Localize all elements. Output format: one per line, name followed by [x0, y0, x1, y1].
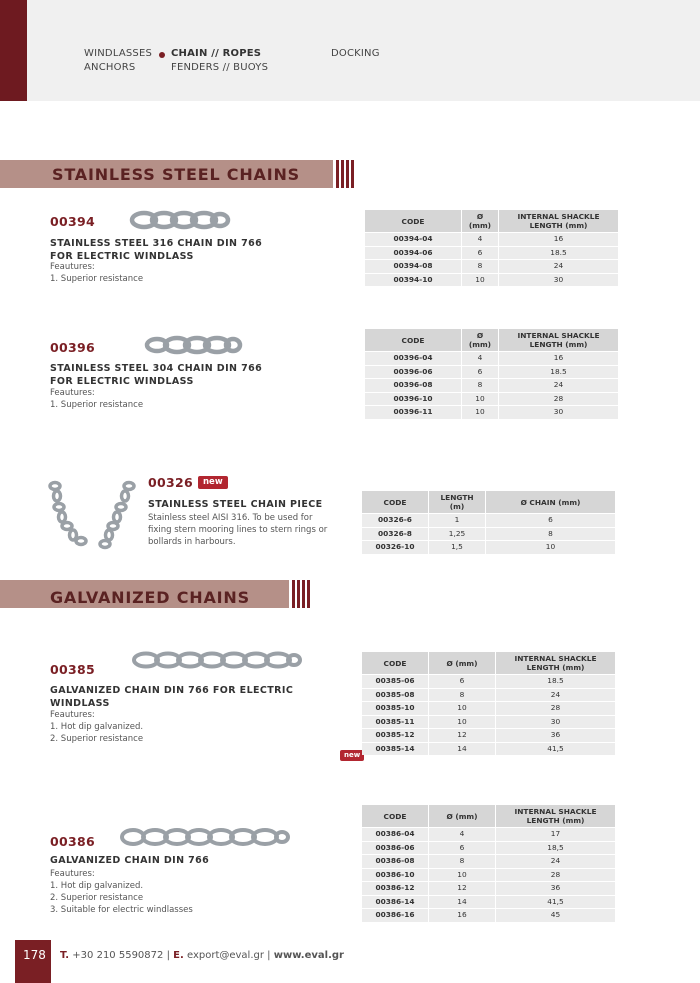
features-label: Feautures:	[50, 710, 95, 720]
description-line: bollards in harbours.	[148, 537, 236, 547]
title-line-2: WINDLASS	[50, 697, 110, 709]
feature-item: 1. Superior resistance	[50, 400, 144, 410]
feature-item: 2. Superior resistance	[50, 893, 144, 903]
cell-length: 30	[499, 274, 618, 287]
section-title-stainless: STAINLESS STEEL CHAINS	[52, 165, 300, 184]
cell-length: 24	[499, 260, 618, 273]
feature-item: 1. Hot dip galvanized.	[50, 881, 144, 891]
col-diameter: Ø (mm)	[429, 652, 495, 674]
cell-length: 16	[499, 233, 618, 246]
cell-length: 30	[499, 406, 618, 419]
table-row	[362, 882, 615, 895]
section-stripes	[336, 160, 354, 188]
cell-diameter: 10	[462, 274, 498, 287]
cell-code: 00396-06	[365, 366, 461, 379]
table-row	[362, 896, 615, 909]
chain-image-00386	[120, 824, 290, 850]
product-code-00386: 00386	[50, 834, 95, 849]
product-title-00396	[50, 363, 262, 388]
cell-code: 00385-10	[362, 702, 428, 715]
col-code: CODE	[362, 652, 428, 674]
title-line-2: FOR ELECTRIC WINDLASS	[50, 250, 194, 262]
cell-code: 00326-10	[362, 541, 428, 554]
nav-windlasses[interactable]: WINDLASSES	[84, 48, 153, 59]
col-shackle-length: INTERNAL SHACKLE LENGTH (mm)	[496, 652, 615, 674]
new-badge: new	[198, 476, 228, 489]
table-row	[362, 514, 615, 527]
chain-image-00394	[130, 207, 230, 233]
cell-length: 1,25	[429, 528, 485, 541]
table-row	[365, 260, 618, 273]
phone-number[interactable]: +30 210 5590872	[72, 950, 164, 961]
col-shackle-length: INTERNAL SHACKLE LENGTH (mm)	[499, 210, 618, 232]
cell-length: 24	[496, 855, 615, 868]
cell-length: 24	[499, 379, 618, 392]
table-row	[362, 855, 615, 868]
title-line-1: STAINLESS STEEL 316 CHAIN DIN 766	[50, 238, 263, 249]
features-label: Feautures:	[50, 869, 95, 879]
col-code: CODE	[365, 329, 461, 351]
cell-diameter: 10	[462, 393, 498, 406]
cell-length: 17	[496, 828, 615, 841]
features-label: Feautures:	[50, 262, 95, 272]
table-row	[362, 828, 615, 841]
cell-code: 00385-12	[362, 729, 428, 742]
spec-table-00385	[361, 651, 616, 756]
cell-diameter: 14	[429, 743, 495, 756]
table-row	[362, 702, 615, 715]
email-link[interactable]: export@eval.gr	[186, 950, 264, 961]
cell-diameter: 12	[429, 882, 495, 895]
cell-length: 1,5	[429, 541, 485, 554]
product-code-00396: 00396	[50, 340, 95, 355]
product-code-00385: 00385	[50, 662, 95, 677]
feature-item: 2. Superior resistance	[50, 734, 144, 744]
col-code: CODE	[362, 805, 428, 827]
cell-code: 00386-10	[362, 869, 428, 882]
cell-code: 00386-12	[362, 882, 428, 895]
page-number-block	[15, 940, 51, 983]
page-number: 178	[23, 948, 46, 962]
description-line: Stainless steel AISI 316. To be used for	[148, 513, 313, 523]
website-link[interactable]: www.eval.gr	[273, 950, 344, 961]
table-header-row	[362, 491, 615, 513]
cell-code: 00396-08	[365, 379, 461, 392]
cell-length: 18.5	[499, 247, 618, 260]
cell-code: 00396-04	[365, 352, 461, 365]
cell-length: 36	[496, 729, 615, 742]
cell-code: 00386-06	[362, 842, 428, 855]
product-title-00386: GALVANIZED CHAIN DIN 766	[50, 855, 210, 866]
cell-code: 00386-08	[362, 855, 428, 868]
cell-diameter: 4	[462, 233, 498, 246]
cell-code: 00394-10	[365, 274, 461, 287]
cell-code: 00386-16	[362, 909, 428, 922]
product-features-00385	[50, 709, 143, 745]
table-header-row	[362, 805, 615, 827]
cell-diameter: 8	[462, 260, 498, 273]
footer-contact	[60, 950, 344, 961]
title-line-2: FOR ELECTRIC WINDLASS	[50, 375, 194, 387]
table-row	[365, 406, 618, 419]
table-row	[365, 247, 618, 260]
table-row	[362, 541, 615, 554]
col-chain-diameter: Ø CHAIN (mm)	[486, 491, 615, 513]
cell-code: 00396-11	[365, 406, 461, 419]
product-code-00394: 00394	[50, 214, 95, 229]
col-code: CODE	[365, 210, 461, 232]
spec-table-00394	[364, 209, 619, 287]
spec-table-00396	[364, 328, 619, 420]
email-label: E.	[173, 950, 184, 961]
cell-diameter: 6	[486, 514, 615, 527]
active-nav-dot	[159, 52, 165, 58]
cell-length: 41,5	[496, 743, 615, 756]
table-row	[365, 274, 618, 287]
col-shackle-length: INTERNAL SHACKLE LENGTH (mm)	[499, 329, 618, 351]
table-row	[362, 689, 615, 702]
product-title-00394	[50, 238, 262, 263]
chain-piece-image-00326	[45, 478, 140, 553]
table-row	[362, 528, 615, 541]
table-row	[362, 909, 615, 922]
product-title-00385	[50, 685, 293, 710]
cell-diameter: 10	[429, 716, 495, 729]
table-header-row	[365, 329, 618, 351]
cell-length: 24	[496, 689, 615, 702]
table-row	[365, 352, 618, 365]
title-line-1: STAINLESS STEEL 304 CHAIN DIN 766	[50, 363, 263, 374]
cell-diameter: 6	[429, 842, 495, 855]
cell-diameter: 8	[462, 379, 498, 392]
cell-code: 00385-11	[362, 716, 428, 729]
cell-diameter: 8	[486, 528, 615, 541]
product-features-00396	[50, 387, 143, 411]
cell-diameter: 8	[429, 855, 495, 868]
col-diameter: Ø (mm)	[429, 805, 495, 827]
chain-image-00396	[145, 332, 240, 358]
cell-code: 00385-06	[362, 675, 428, 688]
cell-diameter: 6	[462, 366, 498, 379]
cell-code: 00386-04	[362, 828, 428, 841]
cell-diameter: 10	[462, 406, 498, 419]
table-row	[365, 233, 618, 246]
features-label: Feautures:	[50, 388, 95, 398]
cell-diameter: 16	[429, 909, 495, 922]
cell-diameter: 4	[462, 352, 498, 365]
col-diameter: Ø (mm)	[462, 210, 498, 232]
table-row	[365, 393, 618, 406]
product-description-00326	[148, 512, 327, 548]
table-row	[362, 743, 615, 756]
chain-image-00385	[132, 648, 302, 672]
cell-diameter: 12	[429, 729, 495, 742]
feature-item: 3. Suitable for electric windlasses	[50, 905, 193, 915]
cell-length: 28	[496, 869, 615, 882]
cell-diameter: 8	[429, 689, 495, 702]
table-row	[362, 729, 615, 742]
col-length: LENGTH (m)	[429, 491, 485, 513]
table-row	[362, 842, 615, 855]
col-shackle-length: INTERNAL SHACKLE LENGTH (mm)	[496, 805, 615, 827]
new-row-badge: new	[340, 750, 364, 761]
cell-diameter: 6	[462, 247, 498, 260]
cell-length: 28	[499, 393, 618, 406]
cell-code: 00385-14	[362, 743, 428, 756]
cell-length: 36	[496, 882, 615, 895]
section-title-galvanized: GALVANIZED CHAINS	[50, 588, 250, 607]
product-features-00394	[50, 261, 143, 285]
cell-length: 1	[429, 514, 485, 527]
feature-item: 1. Hot dip galvanized.	[50, 722, 144, 732]
cell-diameter: 10	[486, 541, 615, 554]
cell-length: 18.5	[496, 675, 615, 688]
cell-code: 00394-06	[365, 247, 461, 260]
table-row	[362, 675, 615, 688]
cell-length: 45	[496, 909, 615, 922]
table-row	[362, 716, 615, 729]
table-row	[362, 869, 615, 882]
cell-length: 18.5	[499, 366, 618, 379]
col-code: CODE	[362, 491, 428, 513]
separator: |	[166, 950, 170, 961]
cell-diameter: 10	[429, 869, 495, 882]
cell-length: 30	[496, 716, 615, 729]
title-line-1: GALVANIZED CHAIN DIN 766 FOR ELECTRIC	[50, 685, 294, 696]
cell-diameter: 14	[429, 896, 495, 909]
section-stripes	[292, 580, 310, 608]
spec-table-00386	[361, 804, 616, 923]
table-row	[365, 379, 618, 392]
cell-code: 00386-14	[362, 896, 428, 909]
cell-code: 00385-08	[362, 689, 428, 702]
cell-length: 41,5	[496, 896, 615, 909]
nav-fenders-buoys[interactable]: FENDERS // BUOYS	[171, 62, 269, 73]
cell-length: 18,5	[496, 842, 615, 855]
col-diameter: Ø (mm)	[462, 329, 498, 351]
product-features-00386	[50, 868, 193, 916]
spec-table-00326	[361, 490, 616, 555]
table-header-row	[365, 210, 618, 232]
table-header-row	[362, 652, 615, 674]
cell-code: 00396-10	[365, 393, 461, 406]
product-title-00326: STAINLESS STEEL CHAIN PIECE	[148, 499, 323, 510]
phone-label: T.	[60, 950, 70, 961]
feature-item: 1. Superior resistance	[50, 274, 144, 284]
nav-anchors[interactable]: ANCHORS	[84, 62, 136, 73]
cell-code: 00326-8	[362, 528, 428, 541]
description-line: fixing stern mooring lines to stern rings or	[148, 525, 328, 535]
separator: |	[267, 950, 271, 961]
cell-code: 00326-6	[362, 514, 428, 527]
cell-length: 28	[496, 702, 615, 715]
nav-docking[interactable]: DOCKING	[331, 48, 380, 59]
cell-length: 16	[499, 352, 618, 365]
nav-chain-ropes[interactable]: CHAIN // ROPES	[171, 48, 262, 59]
cell-diameter: 4	[429, 828, 495, 841]
cell-diameter: 10	[429, 702, 495, 715]
cell-diameter: 6	[429, 675, 495, 688]
cell-code: 00394-08	[365, 260, 461, 273]
table-row	[365, 366, 618, 379]
product-code-00326: 00326	[148, 475, 193, 490]
side-accent-bar	[0, 0, 27, 101]
cell-code: 00394-04	[365, 233, 461, 246]
